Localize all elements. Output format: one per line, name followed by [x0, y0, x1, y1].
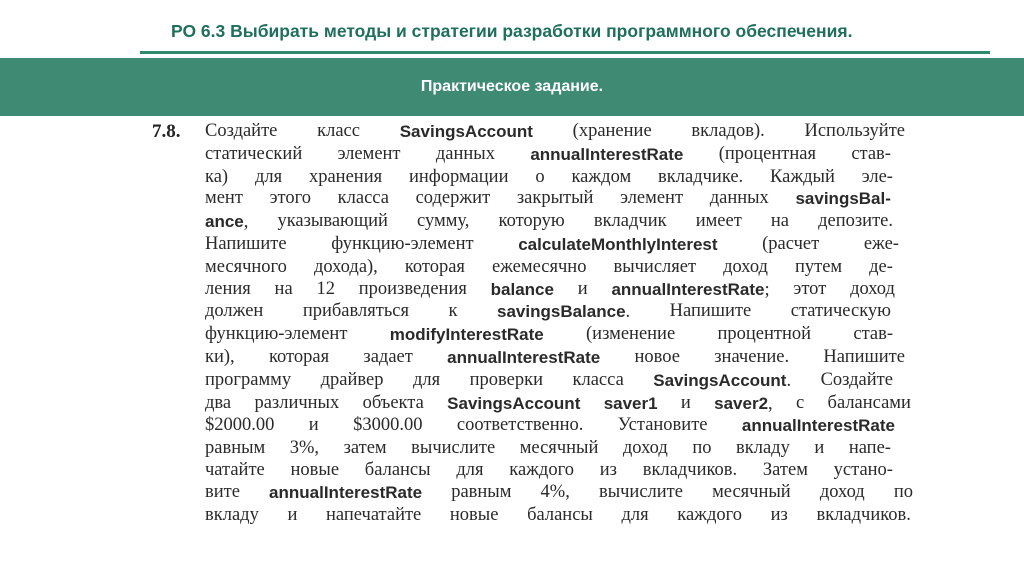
word: затем [343, 438, 387, 459]
text-word [411, 438, 495, 460]
word: (изменение [586, 324, 676, 345]
word: два [205, 392, 232, 413]
text-word [499, 211, 565, 234]
text-word [205, 257, 287, 279]
text-word [491, 279, 554, 302]
text-word [436, 144, 495, 167]
section-banner [0, 58, 1024, 116]
text-word [338, 188, 389, 211]
text-word [594, 211, 667, 234]
text-word [578, 279, 588, 302]
text-word [541, 482, 570, 505]
exercise-text [205, 121, 913, 526]
text-word [470, 370, 543, 393]
text-word [205, 505, 259, 527]
text-word [205, 393, 231, 416]
text-word [205, 211, 248, 234]
text-word [618, 415, 708, 438]
word: Создайте [205, 121, 278, 141]
word: вкладчиков. [642, 459, 738, 480]
text-word [535, 167, 544, 189]
text-word [321, 370, 384, 393]
word: устано- [833, 459, 893, 480]
text-word [520, 438, 599, 460]
text-word [205, 324, 347, 347]
text-line [205, 188, 891, 211]
word: вкладчике. [658, 166, 744, 187]
word: на [770, 211, 790, 232]
text-word [314, 257, 378, 279]
word: закрытый [516, 188, 594, 209]
text-word [691, 121, 764, 144]
text-word [291, 460, 340, 482]
text-word [658, 167, 743, 189]
text-word [451, 482, 511, 505]
text-word [338, 144, 401, 167]
word: вкладчик [593, 211, 667, 232]
word: Напишите [205, 233, 287, 254]
word: Напишите [669, 301, 752, 322]
text-word [586, 324, 675, 347]
text-word [599, 482, 683, 505]
text-word [492, 257, 587, 279]
word: вите [205, 481, 240, 502]
word: 3%, [289, 438, 320, 459]
word: Затем [762, 459, 808, 480]
word: к [448, 301, 458, 322]
text-word [255, 167, 282, 189]
word: статическую [790, 301, 891, 322]
text-word [417, 211, 469, 234]
word: которая [404, 256, 465, 277]
text-word [670, 301, 752, 324]
title-underline [140, 51, 990, 54]
word: новые [290, 459, 340, 480]
text-word [828, 393, 911, 416]
text-line [205, 347, 905, 370]
text-word [275, 279, 293, 302]
word: значение. [714, 346, 790, 367]
word: . [625, 302, 631, 323]
word: элемент [337, 143, 401, 164]
text-word [677, 505, 742, 527]
word: статический [205, 143, 303, 164]
text-word [853, 324, 893, 347]
text-word [611, 279, 769, 302]
text-word [254, 393, 339, 416]
word: новое [634, 346, 680, 367]
word: Создайте [820, 369, 893, 390]
word: по [893, 481, 913, 502]
text-line [205, 505, 911, 527]
text-word [409, 167, 509, 189]
code-identifier: SavingsAccount [653, 370, 787, 390]
text-word [205, 482, 240, 505]
word: функцию-элемент [205, 324, 348, 345]
text-word [405, 257, 465, 279]
word: де- [869, 256, 893, 277]
text-word [205, 234, 287, 257]
text-word [804, 121, 905, 144]
text-word [621, 505, 648, 527]
code-identifier: annualInterestRate [611, 279, 765, 299]
text-word [849, 438, 891, 460]
slide-title: РО 6.3 Выбирать методы и стратегии разработки программного обеспечения. [171, 21, 853, 41]
code-identifier: savingsBal- [795, 189, 891, 209]
text-word [344, 438, 387, 460]
word: $2000.00 [205, 415, 275, 436]
word: вычисляет [613, 256, 697, 277]
text-word [864, 234, 899, 257]
text-word [635, 347, 680, 370]
text-word [742, 415, 895, 438]
text-word [303, 301, 409, 324]
text-line [205, 301, 891, 324]
code-identifier: annualInterestRate [741, 416, 895, 436]
word: с [795, 392, 805, 413]
text-word [572, 370, 623, 393]
text-word [269, 482, 422, 505]
text-line [205, 370, 893, 393]
word: . [786, 370, 792, 391]
word: произведения [358, 278, 467, 299]
text-word [796, 393, 804, 416]
text-word [359, 279, 467, 302]
text-line [205, 393, 911, 416]
text-word [791, 301, 891, 324]
word: имеет [695, 211, 742, 232]
text-word [309, 167, 382, 189]
code-identifier: SavingsAccount [399, 122, 533, 141]
word: данных [435, 143, 495, 164]
word: месячный [712, 481, 791, 502]
code-identifier: balance [490, 279, 554, 299]
text-word [530, 144, 683, 167]
text-word [653, 370, 791, 393]
text-word [331, 234, 473, 257]
text-word [205, 301, 263, 324]
text-word [497, 301, 630, 324]
text-line [205, 234, 899, 257]
text-word [413, 370, 440, 393]
text-word [719, 144, 816, 167]
word: объекта [362, 392, 424, 413]
word: доход [723, 256, 768, 277]
text-line [205, 460, 893, 482]
text-word [205, 370, 291, 393]
text-word [205, 347, 235, 370]
word: напе- [848, 438, 891, 459]
word: балансы [527, 504, 593, 525]
text-word [816, 505, 910, 527]
text-word [712, 482, 791, 505]
word: хранения [308, 166, 383, 187]
text-word [696, 211, 742, 234]
word: вкладов). [691, 121, 765, 141]
word: Используйте [804, 121, 905, 141]
text-word [717, 324, 811, 347]
word: (процентная [718, 143, 816, 164]
text-word [205, 460, 265, 482]
word: Установите [617, 415, 708, 436]
text-word [447, 393, 580, 416]
word: ка) [205, 166, 229, 187]
word: чатайте [205, 459, 265, 480]
text-line [205, 415, 895, 438]
text-word [573, 121, 652, 144]
word: этого [269, 188, 311, 209]
text-word [416, 188, 491, 211]
word: сумму, [417, 211, 470, 232]
text-word [509, 460, 574, 482]
word: 12 [316, 278, 335, 299]
text-line [205, 279, 895, 302]
word: для [412, 369, 441, 390]
text-word [449, 301, 458, 324]
text-word [820, 482, 865, 505]
word: вкладу [205, 504, 259, 525]
text-word [205, 188, 243, 211]
word: ; [764, 279, 770, 300]
word: Напишите [823, 346, 905, 367]
text-word [834, 460, 893, 482]
text-word [269, 347, 329, 370]
word: различных [254, 392, 340, 413]
text-word [517, 188, 594, 211]
word: балансы [364, 459, 431, 480]
code-identifier: ance [205, 212, 244, 232]
word: став- [851, 143, 891, 164]
word: , [243, 212, 249, 233]
text-word [205, 121, 277, 144]
word: месячного [205, 256, 287, 277]
code-identifier: SavingsAccount [447, 393, 581, 413]
word: доход [850, 278, 895, 299]
text-word [205, 438, 265, 460]
word: дохода), [313, 256, 378, 277]
word: класса [572, 369, 624, 390]
word: и [814, 438, 825, 459]
word: ки), [205, 346, 235, 367]
text-word [623, 438, 668, 460]
text-word [457, 415, 584, 438]
word: этот [793, 278, 827, 299]
word: проверки [469, 369, 543, 390]
text-word [363, 347, 412, 370]
word: для [456, 459, 484, 480]
text-word [723, 257, 768, 279]
text-word [771, 505, 788, 527]
text-word [814, 438, 824, 460]
word: для [254, 166, 283, 187]
word: и [680, 392, 691, 413]
text-word [270, 188, 311, 211]
word: путем [794, 256, 843, 277]
word: равным [205, 438, 266, 459]
text-word [277, 211, 387, 234]
text-word [205, 415, 274, 438]
text-word [287, 505, 297, 527]
word: вкладчиков. [816, 504, 911, 525]
word: о [535, 166, 545, 187]
word: новые [449, 504, 499, 525]
text-word [400, 121, 533, 144]
text-word [600, 460, 617, 482]
text-word [795, 188, 890, 211]
code-identifier: annualInterestRate [269, 482, 423, 502]
text-word [763, 460, 808, 482]
word: указывающий [277, 211, 388, 232]
word: ления [205, 278, 251, 299]
text-word [869, 257, 893, 279]
word: программу [205, 369, 292, 390]
word: , [768, 393, 773, 414]
word: данных [709, 188, 769, 209]
text-word [850, 279, 895, 302]
word: функцию-элемент [331, 233, 474, 254]
code-identifier: modifyInterestRate [389, 325, 544, 345]
word: мент [205, 188, 243, 209]
word: которая [268, 346, 330, 367]
text-word [309, 415, 319, 438]
text-word [205, 279, 251, 302]
code-identifier: calculateMonthlyInterest [518, 234, 718, 254]
text-word [643, 460, 737, 482]
word: равным [451, 481, 512, 502]
text-word [771, 211, 789, 234]
text-word [818, 211, 893, 234]
text-line [205, 482, 913, 505]
text-word [363, 393, 424, 416]
word: из [770, 504, 788, 525]
text-line [205, 211, 893, 234]
text-word [518, 234, 717, 257]
text-line [205, 324, 893, 347]
text-word [714, 393, 773, 416]
code-identifier: annualInterestRate [530, 144, 684, 164]
word: задает [363, 346, 413, 367]
text-word [710, 188, 769, 211]
word: депозите. [818, 211, 893, 232]
text-word [390, 324, 544, 347]
text-word [681, 393, 691, 416]
text-word [851, 144, 891, 167]
banner-text: Практическое задание. [420, 78, 604, 95]
text-word [604, 393, 658, 416]
text-word [762, 234, 819, 257]
word: информации [408, 166, 509, 187]
word: ежемесячно [491, 256, 587, 277]
code-identifier: saver1 [603, 393, 658, 413]
text-word [447, 347, 600, 370]
word: и [287, 504, 298, 525]
word: каждого [677, 504, 742, 525]
word: для [621, 504, 649, 525]
text-line [205, 144, 891, 167]
text-word [316, 279, 335, 302]
text-word [823, 347, 905, 370]
word: класс [317, 121, 360, 141]
text-word [527, 505, 593, 527]
text-line [205, 438, 891, 460]
word: и [577, 278, 588, 299]
word: элемент [620, 188, 684, 209]
text-word [326, 505, 421, 527]
text-word [205, 144, 302, 167]
code-identifier: annualInterestRate [447, 347, 601, 367]
text-word [692, 438, 711, 460]
text-word [290, 438, 319, 460]
text-word [770, 167, 835, 189]
word: вкладу [736, 438, 790, 459]
text-line [205, 121, 905, 144]
word: должен [205, 301, 264, 322]
word: став- [853, 324, 893, 345]
text-word [353, 415, 422, 438]
text-word [793, 279, 826, 302]
text-word [205, 167, 228, 189]
text-word [894, 482, 913, 505]
word: класса [337, 188, 389, 209]
text-word [365, 460, 431, 482]
word: процентной [717, 324, 812, 345]
code-identifier: saver2 [714, 393, 769, 413]
word: Каждый [770, 166, 835, 187]
text-word [613, 257, 696, 279]
word: эле- [861, 166, 893, 187]
word: которую [498, 211, 565, 232]
word: вычислите [598, 481, 683, 502]
word: драйвер [320, 369, 384, 390]
word: месячный [519, 438, 599, 459]
word: на [274, 278, 293, 299]
word: балансами [827, 392, 911, 413]
word: (хранение [572, 121, 652, 141]
word: из [599, 459, 617, 480]
word: еже- [863, 233, 899, 254]
exercise-number: 7.8. [152, 121, 181, 142]
text-line [205, 167, 893, 189]
word: вычислите [411, 438, 496, 459]
text-word [862, 167, 893, 189]
text-word [821, 370, 893, 393]
word: доход [622, 438, 668, 459]
word: и [308, 415, 319, 436]
text-word [620, 188, 683, 211]
text-word [450, 505, 499, 527]
text-word [317, 121, 360, 144]
word: 4%, [540, 481, 570, 502]
word: $3000.00 [353, 415, 423, 436]
word: каждого [509, 459, 574, 480]
text-word [736, 438, 790, 460]
word: соответственно. [456, 415, 584, 436]
word: напечатайте [326, 504, 422, 525]
text-word [571, 167, 631, 189]
word: прибавляться [302, 301, 409, 322]
word: содержит [415, 188, 491, 209]
word: доход [819, 481, 865, 502]
code-identifier: savingsBalance [497, 302, 626, 322]
text-line [205, 257, 893, 279]
text-word [714, 347, 789, 370]
text-word [795, 257, 842, 279]
word: (расчет [762, 233, 820, 254]
word: по [692, 438, 712, 459]
text-word [456, 460, 483, 482]
word: каждом [571, 166, 632, 187]
